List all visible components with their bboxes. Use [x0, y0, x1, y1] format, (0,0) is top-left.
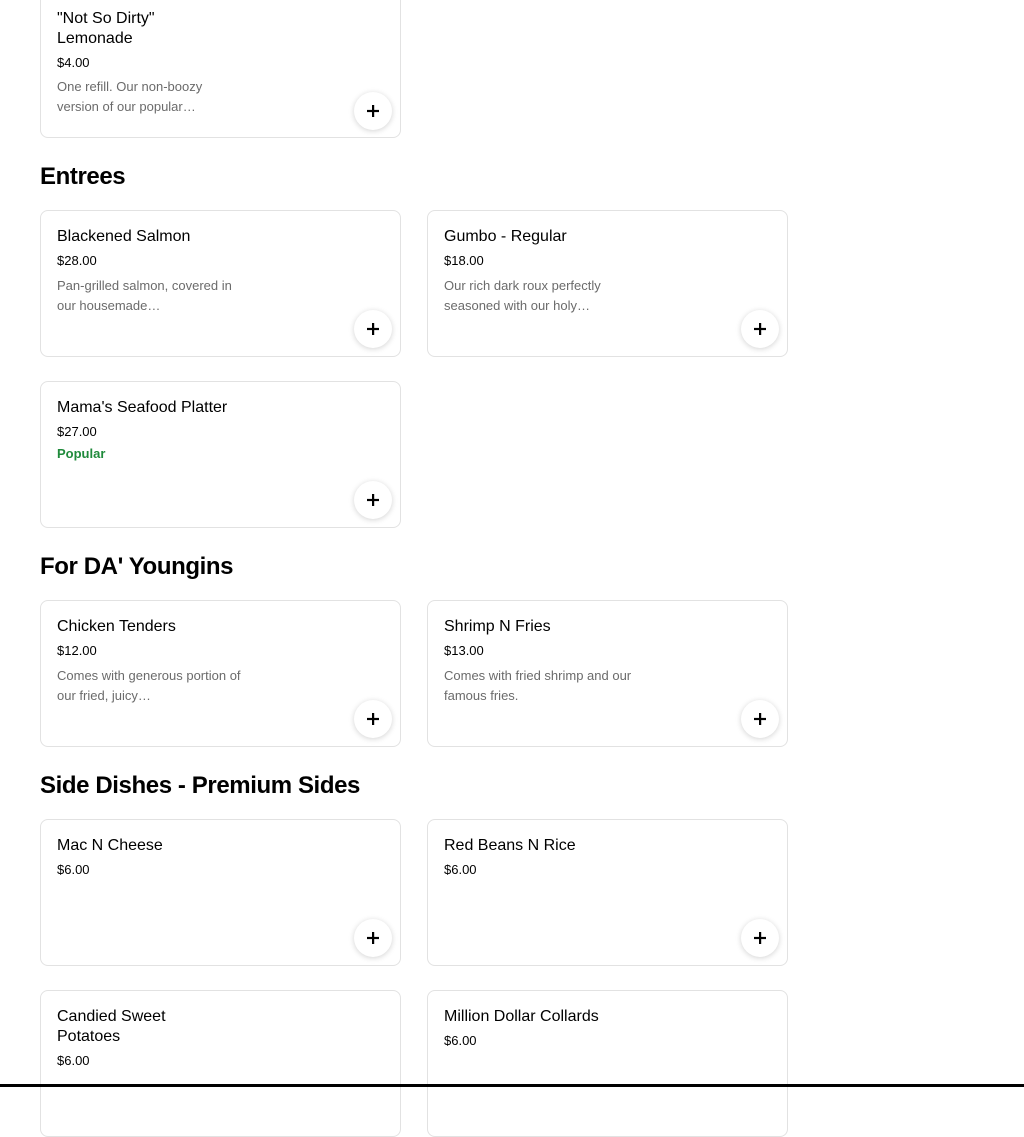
add-item-button[interactable]	[741, 700, 779, 738]
plus-icon	[366, 712, 380, 726]
plus-icon	[753, 712, 767, 726]
section-title-sides: Side Dishes - Premium Sides	[40, 772, 360, 799]
menu-item-card[interactable]	[40, 210, 401, 357]
plus-icon	[366, 322, 380, 336]
item-description: Pan-grilled salmon, covered in our housemade…	[57, 278, 232, 313]
plus-icon	[753, 322, 767, 336]
item-description: Comes with fried shrimp and our famous fries.	[444, 668, 632, 703]
item-price: $6.00	[444, 862, 477, 877]
add-item-button[interactable]	[741, 919, 779, 957]
add-item-button[interactable]	[741, 310, 779, 348]
menu-item-card[interactable]	[40, 819, 401, 966]
add-item-button[interactable]	[354, 700, 392, 738]
item-price: $12.00	[57, 643, 97, 658]
add-item-button[interactable]	[354, 919, 392, 957]
item-name: Candied Sweet Potatoes	[57, 1008, 166, 1045]
plus-icon	[366, 493, 380, 507]
item-price: $18.00	[444, 253, 484, 268]
item-description: Our rich dark roux perfectly seasoned with our holy…	[444, 278, 601, 313]
add-item-button[interactable]	[354, 310, 392, 348]
item-name: Mac N Cheese	[57, 837, 163, 854]
item-name: "Not So Dirty" Lemonade	[57, 10, 155, 47]
section-title-youngins: For DA' Youngins	[40, 553, 234, 580]
item-price: $6.00	[57, 862, 90, 877]
item-name: Blackened Salmon	[57, 228, 191, 245]
item-name: Gumbo - Regular	[444, 228, 567, 245]
menu-item-card[interactable]	[40, 990, 401, 1137]
popular-badge: Popular	[57, 446, 106, 461]
plus-icon	[366, 104, 380, 118]
item-price: $4.00	[57, 55, 90, 70]
item-price: $28.00	[57, 253, 97, 268]
item-description: One refill. Our non-boozy version of our popular…	[57, 79, 203, 114]
plus-icon	[753, 931, 767, 945]
menu-item-card[interactable]	[40, 600, 401, 747]
plus-icon	[366, 931, 380, 945]
menu-item-card[interactable]	[427, 210, 788, 357]
item-price: $13.00	[444, 643, 484, 658]
item-name: Mama's Seafood Platter	[57, 399, 228, 416]
item-price: $27.00	[57, 424, 97, 439]
item-name: Red Beans N Rice	[444, 837, 576, 854]
add-item-button[interactable]	[354, 92, 392, 130]
item-price: $6.00	[57, 1053, 90, 1068]
menu-item-card[interactable]	[40, 381, 401, 528]
menu-item-card[interactable]	[427, 990, 788, 1137]
item-price: $6.00	[444, 1033, 477, 1048]
menu-item-card[interactable]	[427, 600, 788, 747]
section-title-entrees: Entrees	[40, 163, 126, 190]
item-name: Chicken Tenders	[57, 618, 176, 635]
item-description: Comes with generous portion of our fried, juicy…	[57, 668, 241, 703]
item-name: Million Dollar Collards	[444, 1008, 599, 1025]
item-name: Shrimp N Fries	[444, 618, 551, 635]
menu-item-card[interactable]	[427, 819, 788, 966]
menu-item-card[interactable]	[40, 0, 401, 138]
add-item-button[interactable]	[354, 481, 392, 519]
